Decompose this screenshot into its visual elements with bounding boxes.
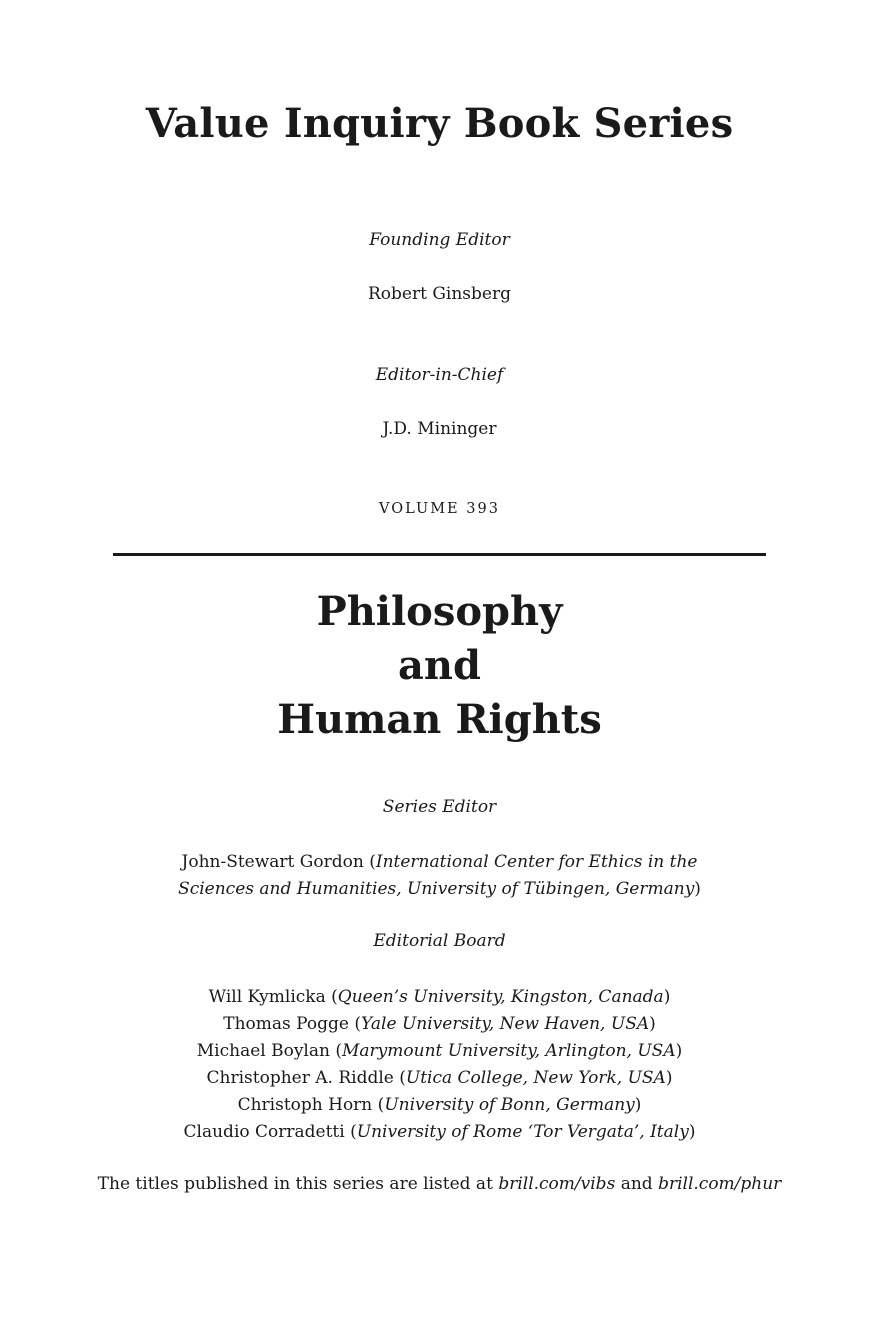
footer-text-middle: and [615,1174,659,1194]
board-member: Thomas Pogge (Yale University, New Haven, USA) [223,1014,656,1034]
subseries-title [0,585,879,747]
board-member: Christopher A. Riddle (Utica College, New York, USA) [206,1068,673,1088]
board-member: Christoph Horn (University of Bonn, Germany) [237,1095,642,1115]
editorial-board-list [0,984,879,1146]
board-member-name: Christopher A. Riddle [206,1068,394,1088]
board-member-affiliation: Marymount University, Arlington, USA [342,1041,676,1061]
board-member-affiliation: Utica College, New York, USA [405,1068,666,1088]
board-member-name: Christoph Horn [237,1095,373,1115]
founding-editor-label: Founding Editor [369,230,510,250]
editor-in-chief-name: J.D. Mininger [382,419,497,439]
board-member-name: Michael Boylan [196,1041,330,1061]
series-editor-affiliation-cont: Sciences and Humanities, University of Tübingen, Germany [178,879,695,899]
board-member-name: Claudio Corradetti [183,1122,345,1142]
series-editor-label: Series Editor [382,797,497,817]
divider-rule [113,553,766,556]
series-listing-note [0,1174,879,1194]
board-member-affiliation: Yale University, New Haven, USA [361,1014,650,1034]
series-editor-name: John-Stewart Gordon [181,852,364,872]
board-member-name: Thomas Pogge [223,1014,349,1034]
founding-editor-name: Robert Ginsberg [368,284,511,304]
editorial-board-label: Editorial Board [373,931,506,951]
series-editor-entry [0,849,879,903]
board-member-affiliation: University of Rome ‘Tor Vergata’, Italy [356,1122,689,1142]
board-member: Claudio Corradetti (University of Rome ‘Tor Vergata’, Italy) [183,1122,696,1142]
board-member-affiliation: University of Bonn, Germany [384,1095,635,1115]
subseries-title-line: and [398,642,481,689]
board-member: Will Kymlicka (Queen’s University, Kingston, Canada) [208,987,671,1007]
board-member: Michael Boylan (Marymount University, Arlington, USA) [196,1041,683,1061]
series-editor-line-2: Sciences and Humanities, University of Tübingen, Germany) [178,879,701,899]
link-brill-vibs[interactable]: brill.com/vibs [498,1174,616,1194]
volume-number: VOLUME 393 [379,501,500,517]
series-editor-line-1: John-Stewart Gordon (International Center for Ethics in the [181,852,698,872]
series-title: Value Inquiry Book Series [145,100,734,147]
subseries-title-line: Philosophy [316,588,563,635]
subseries-title-line: Human Rights [277,696,602,743]
board-member-affiliation: Queen’s University, Kingston, Canada [337,987,664,1007]
board-member-name: Will Kymlicka [208,987,326,1007]
series-editor-affiliation: International Center for Ethics in the [375,852,698,872]
editor-in-chief-label: Editor-in-Chief [375,365,504,385]
link-brill-phur[interactable]: brill.com/phur [658,1174,782,1194]
footer-text: The titles published in this series are listed at [97,1174,499,1194]
